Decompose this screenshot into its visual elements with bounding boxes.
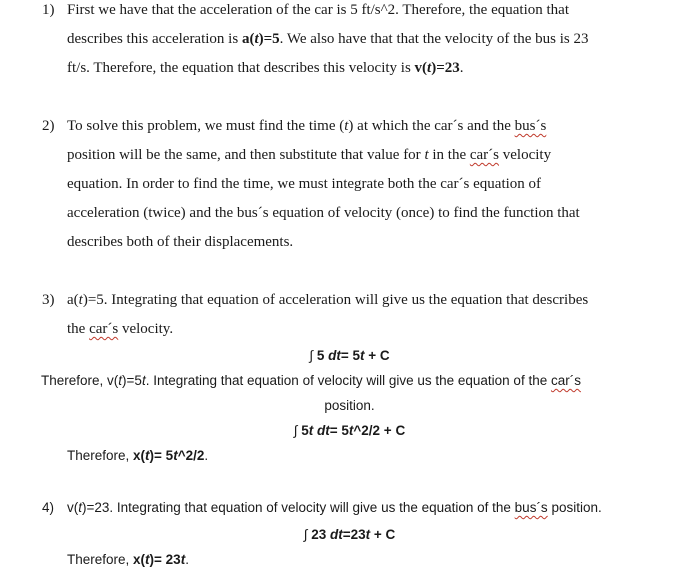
item-2-number: 2) bbox=[42, 118, 55, 134]
item-3-therefore-1: Therefore, v(t)=5t. Integrating that equation of velocity will give us the equation of the car´s bbox=[41, 373, 581, 388]
item-3-position-word: position. bbox=[324, 398, 375, 413]
item-1-number: 1) bbox=[42, 2, 55, 18]
item-4-line-1: v(t)=23. Integrating that equation of velocity will give us the equation of the bus´s position. bbox=[67, 500, 602, 515]
item-1-line-3: ft/s. Therefore, the equation that describes this velocity is v(t)=23. bbox=[67, 60, 464, 76]
item-2-line-5: describes both of their displacements. bbox=[67, 234, 294, 250]
item-2-line-2: position will be the same, and then substitute that value for t in the car´s velocity bbox=[67, 147, 552, 163]
item-4-number: 4) bbox=[42, 500, 55, 515]
item-3-integral-1: ∫ 5 dt= 5t + C bbox=[309, 348, 390, 363]
item-3-number: 3) bbox=[42, 292, 55, 308]
item-3-line-2: the car´s velocity. bbox=[67, 321, 174, 337]
item-3-therefore-2: Therefore, x(t)= 5t^2/2. bbox=[67, 448, 209, 463]
item-3-integral-2: ∫ 5t dt= 5t^2/2 + C bbox=[293, 423, 406, 438]
item-4-therefore: Therefore, x(t)= 23t. bbox=[67, 552, 189, 567]
item-2-line-3: equation. In order to find the time, we must integrate both the car´s equation of bbox=[67, 176, 542, 192]
item-3-line-1: a(t)=5. Integrating that equation of acceleration will give us the equation that describes bbox=[67, 292, 589, 308]
item-1-line-1: First we have that the acceleration of the car is 5 ft/s^2. Therefore, the equation that bbox=[67, 2, 569, 18]
item-4-integral: ∫ 23 dt=23t + C bbox=[303, 527, 396, 542]
item-1-line-2: describes this acceleration is a(t)=5. We also have that that the velocity of the bus is 23 bbox=[67, 31, 589, 47]
item-2-line-4: acceleration (twice) and the bus´s equation of velocity (once) to find the function that bbox=[67, 205, 580, 221]
item-2-line-1: To solve this problem, we must find the time (t) at which the car´s and the bus´s bbox=[67, 118, 547, 134]
